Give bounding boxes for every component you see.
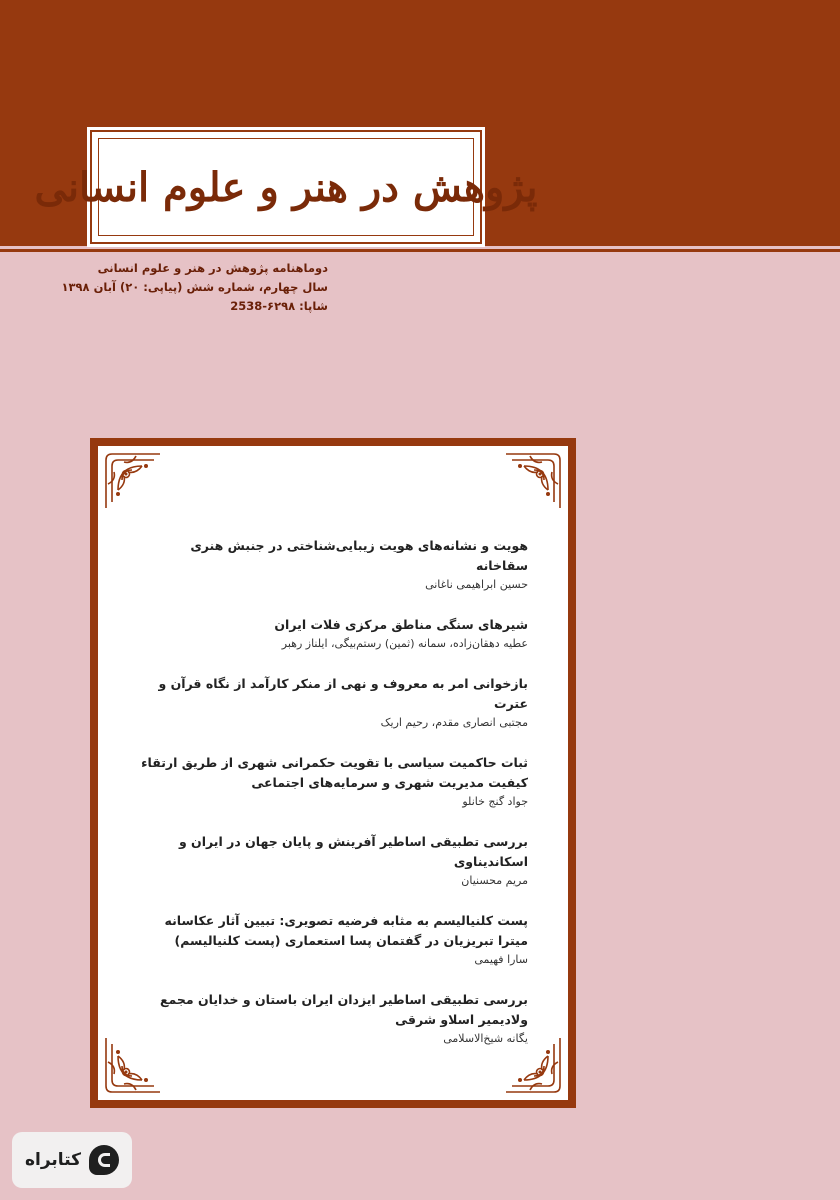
- article-authors: مریم محسنیان: [461, 874, 528, 887]
- article-authors: جواد گنج خانلو: [462, 795, 528, 808]
- article-entry: [138, 536, 528, 594]
- article-title: هویت و نشانه‌های هویت زیبایی‌شناختی در جنبش هنری سقاخانه: [190, 538, 528, 573]
- journal-title-frame: [34, 138, 538, 236]
- article-authors: مجتبی انصاری مقدم، رحیم اریک: [380, 716, 528, 729]
- article-authors: حسین ابراهیمی ناغانی: [425, 578, 528, 591]
- article-entry: [138, 753, 528, 811]
- article-entry: [138, 911, 528, 969]
- issn: شاپا: ۶۲۹۸-2538: [230, 299, 328, 313]
- table-of-contents-frame: [90, 438, 576, 1108]
- article-title: پست کلنیالیسم به مثابه فرضیه تصویری: تبیین آثار عکاسانه میترا تبریزیان در گفتمان پسا استعماری (پست کلنیالیسم): [164, 913, 528, 948]
- journal-title-box: [34, 130, 538, 244]
- article-list: [138, 536, 528, 1069]
- publisher-badge[interactable]: [12, 1132, 132, 1188]
- article-authors: یگانه شیخ‌الاسلامی: [443, 1032, 528, 1045]
- issue-info: سال چهارم، شماره شش (پیاپی: ۲۰) آبان ۱۳۹۸: [61, 280, 328, 294]
- corner-ornament-icon: [102, 450, 164, 512]
- article-entry: [138, 615, 528, 653]
- issue-meta: [61, 259, 328, 316]
- article-entry: [138, 990, 528, 1048]
- article-title: بررسی تطبیقی اساطیر آفرینش و پایان جهان در ایران و اسکاندیناوی: [178, 834, 528, 869]
- corner-ornament-icon: [502, 450, 564, 512]
- header-divider: [0, 249, 840, 252]
- article-title: بررسی تطبیقی اساطیر ایزدان ایران باستان و خدایان مجمع ولادیمیر اسلاو شرقی: [159, 992, 528, 1027]
- article-entry: [138, 832, 528, 890]
- ketabrah-logo-icon: [89, 1145, 119, 1175]
- journal-title: پژوهش در هنر و علوم انسانی: [34, 163, 538, 211]
- article-entry: [138, 674, 528, 732]
- article-title: ثبات حاکمیت سیاسی با تقویت حکمرانی شهری از طریق ارتقاء کیفیت مدیریت شهری و سرمایه‌های اجتماعی: [141, 755, 528, 790]
- article-authors: عطیه دهقان‌زاده، سمانه (ثمین) رستم‌بیگی، ایلناز رهبر: [281, 637, 528, 650]
- table-of-contents: [98, 446, 568, 1100]
- article-authors: سارا فهیمی: [474, 953, 528, 966]
- journal-subtitle: دوماهنامه پژوهش در هنر و علوم انسانی: [97, 261, 328, 275]
- publisher-name: کتابراه: [24, 1150, 82, 1170]
- article-title: شیرهای سنگی مناطق مرکزی فلات ایران: [274, 617, 528, 632]
- article-title: بازخوانی امر به معروف و نهی از منکر کارآمد از نگاه قرآن و عترت: [158, 676, 528, 711]
